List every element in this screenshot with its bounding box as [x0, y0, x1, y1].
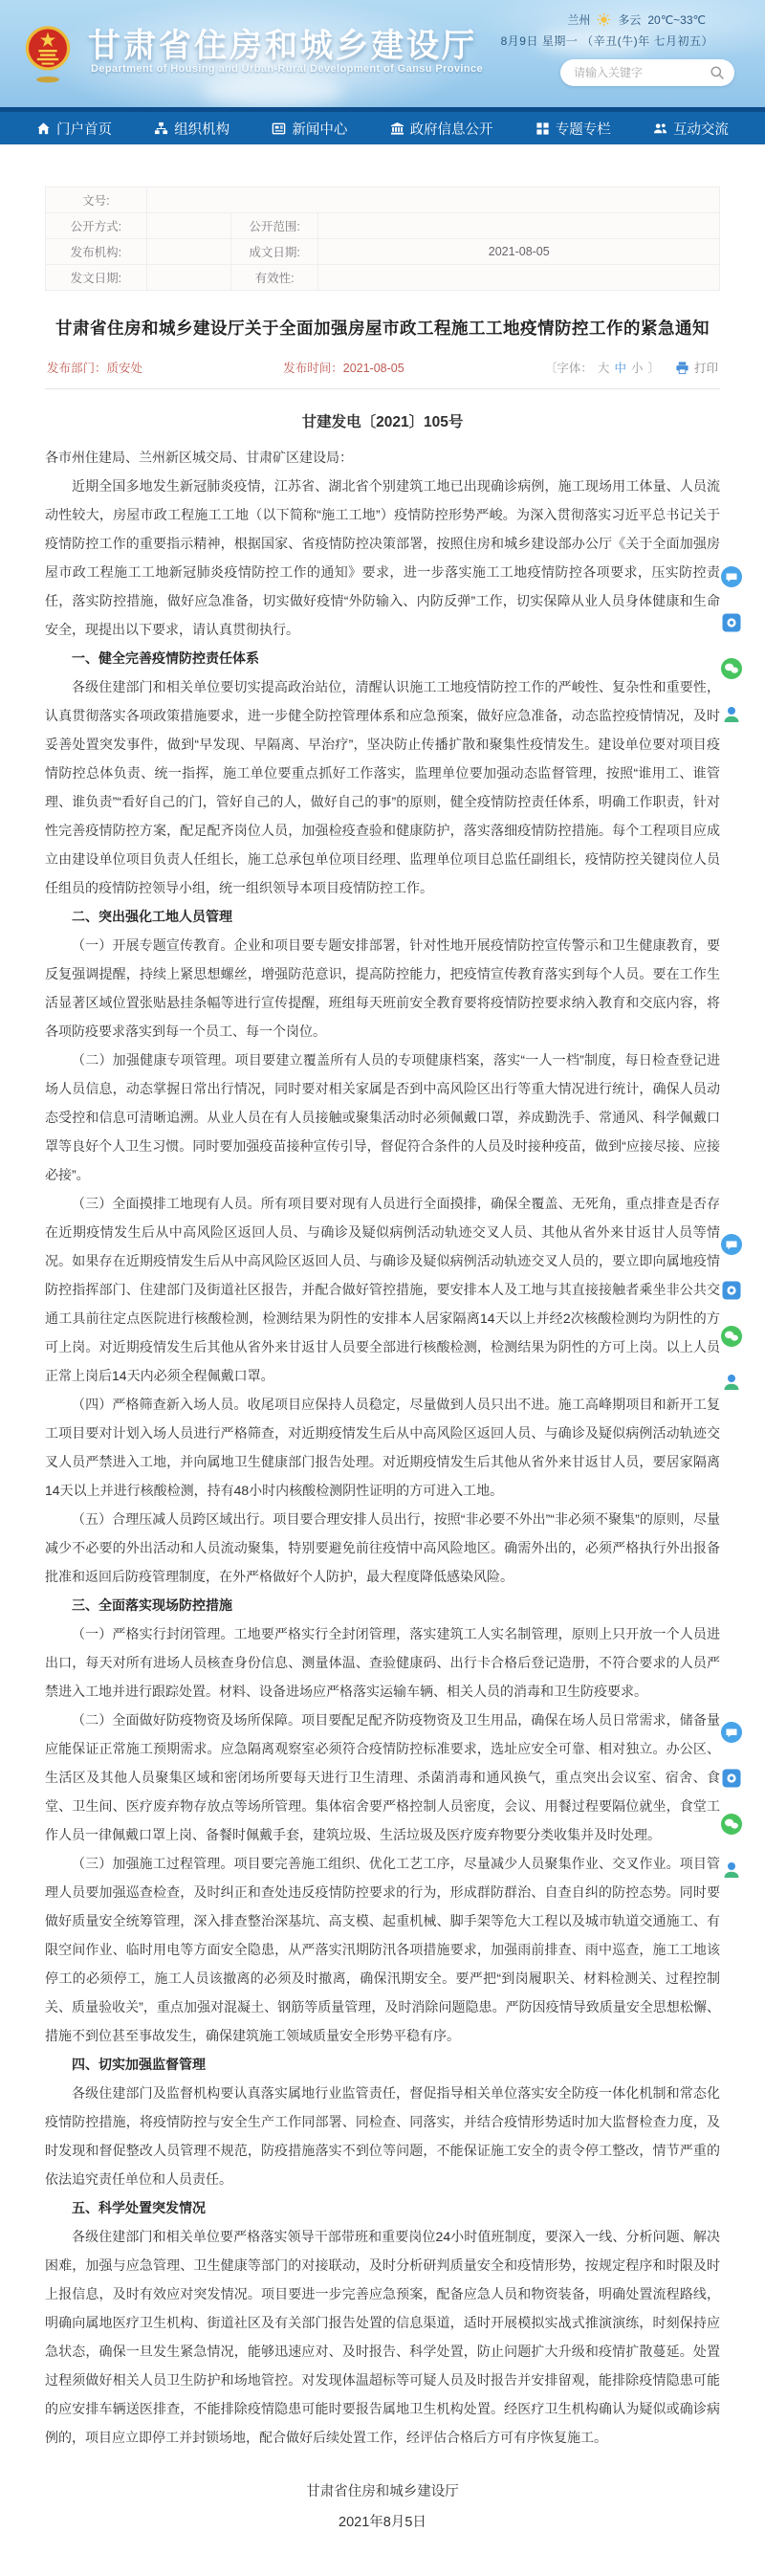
open-scope-label: 公开范围:: [230, 213, 318, 239]
article-paragraph: （一）严格实行封闭管理。工地要严格实行全封闭管理，落实建筑工人实名制管理，原则上只开放一个人员进出口，每天对所有进场人员核查身份信息、测量体温、查验健康码、出行卡合格后登记造册，不符合要求的人员严禁进入工地并进行跟踪处置。材料、设备进场应严格落实运输车辆、相关人员的消毒和卫生防疫要求。: [45, 1626, 720, 1699]
weather-temperature: 20℃~33℃: [647, 12, 706, 27]
signature-block: [45, 2477, 720, 2538]
home-icon: [36, 121, 51, 136]
article-paragraph: 各级住建部门和相关单位要切实提高政治站位，清醒认识施工工地疫情防控工作的严峻性、复杂性和重要性，认真贯彻落实各项政策措施要求，进一步健全防控管理体系和应急预案，做好应急准备，动态监控疫情情况，及时妥善处置突发事件，做到“早发现、早隔离、早治疗”，坚决防止传播扩散和聚集性疫情发生。建设单位要对项目疫情防控总体负责、统一指挥，施工单位要重点抓好工作落实，监理单位要加强动态监督管理，按照“谁用工、谁管理、谁负责”“看好自己的门，管好自己的人，做好自己的事”的原则，健全疫情防控责任体系，明确工作职责，针对性完善疫情防控方案，配足配齐岗位人员，加强检疫查验和健康防护，落实落细疫情防控措施。每个工程项目应成立由建设单位项目负责人任组长，施工总承包单位项目经理、监理单位项目总监任副组长，疫情防控关键岗位人员任组员的疫情防控领导小组，统一组织领导本项目疫情防控工作。: [45, 679, 720, 895]
open-scope-value: [318, 213, 720, 239]
article-paragraph: （三）全面摸排工地现有人员。所有项目要对现有人员进行全面摸排，确保全覆盖、无死角，重点排查是否存在近期疫情发生后从中高风险区返回人员、与确诊及疑似病例活动轨迹交叉人员、其他从省外来甘返甘人员等情况。如果存在近期疫情发生后从中高风险区返回人员、与确诊及疑似病例活动轨迹交叉人员的，要立即向属地疫情防控指挥部门、住建部门及街道社区报告，并配合做好管控措施，要安排本人及工地与其直接接触者乘坐非公共交通工具前往定点医院进行核酸检测，检测结果为阴性的安排本人居家隔离14天以上并经2次核酸检测均为阴性的方可上岗。对近期疫情发生后其他从省外来甘返甘人员要全部进行核酸检测，检测结果为阴性的方可上岗。以上人员正常上岗后14天内必须全程佩戴口罩。: [45, 1196, 720, 1383]
china-national-emblem-icon: [25, 17, 71, 90]
profile-share-icon[interactable]: [721, 1860, 742, 1881]
article-paragraph: 三、全面落实现场防控措施: [72, 1597, 232, 1613]
printer-icon: [675, 361, 689, 375]
doc-number-label: 文号:: [46, 187, 147, 213]
nav-item-label: 政府信息公开: [409, 121, 493, 138]
article-paragraph: （一）开展专题宣传教育。企业和项目要专题安排部署，针对性地开展疫情防控宣传警示和卫生健康教育，要反复强调提醒，持续上紧思想螺丝，增强防范意识，提高防控能力，把疫情宣传教育落实到每个人员。要在工作生活显著区域位置张贴悬挂条幅等进行宣传提醒，班组每天班前安全教育要将疫情防控要求纳入教育和交底内容，将各项防疫要求落实到每一个员工、每一个岗位。: [45, 937, 720, 1039]
open-mode-label: 公开方式:: [46, 213, 147, 239]
nav-item-interaction[interactable]: [653, 119, 729, 139]
article-paragraph: 近期全国多地发生新冠肺炎疫情，江苏省、湖北省个别建筑工地已出现确诊病例，施工现场用工体量、人员流动性较大，房屋市政工程施工工地（以下简称“施工工地”）疫情防控形势严峻。为深入贯彻落实习近平总书记关于疫情防控工作的重要指示精神，根据国家、省疫情防控决策部署，按照住房和城乡建设部办公厅《关于全面加强房屋市政工程施工工地新冠肺炎疫情防控工作的通知》要求，进一步落实施工工地疫情防控各项要求，压实防控责任，落实防控措施，做好应急准备，切实做好疫情“外防输入、内防反弹”工作，切实保障从业人员身体健康和生命安全，现提出以下要求，请认真贯彻执行。: [45, 478, 720, 637]
page-title: 甘肃省住房和城乡建设厅关于全面加强房屋市政工程施工工地疫情防控工作的紧急通知: [55, 319, 710, 338]
nav-item-label: 专题专栏: [555, 121, 611, 138]
interact-people-icon: [653, 121, 667, 136]
publish-time-label: 发布时间：: [283, 362, 343, 375]
validity-value: [318, 265, 720, 291]
org-icon: [154, 121, 168, 136]
wechat-share-icon[interactable]: [721, 1326, 742, 1347]
cloud-decoration: [201, 75, 344, 107]
document-number: 甘建发电〔2021〕105号: [301, 414, 464, 430]
article-body: [45, 443, 720, 2452]
weather-condition: 多云: [618, 13, 642, 27]
search-input[interactable]: [560, 59, 734, 86]
weibo-share-icon[interactable]: [721, 1768, 742, 1789]
main-nav: [0, 107, 765, 144]
sun-icon: [597, 12, 611, 27]
article-page: [45, 187, 720, 2576]
article-paragraph: （四）严格筛查新入场人员。收尾项目应保持人员稳定，尽量做到人员只出不进。施工高峰期项目和新开工复工项目要对计划入场人员进行严格筛查，对近期疫情发生后从中高风险区返回人员、与确诊及疑似病例活动轨迹交叉人员严禁进入工地，并向属地卫生健康部门报告处理。对近期疫情发生后其他从省外来甘返甘人员，要居家隔离14天以上并进行核酸检测，持有48小时内核酸检测阴性证明的方可进入工地。: [45, 1397, 720, 1498]
site-title: 甘肃省住房和城乡建设厅: [88, 28, 477, 64]
article-paragraph: （三）加强施工过程管理。项目要完善施工组织、优化工艺工序，尽量减少人员聚集作业、交叉作业。项目管理人员要加强巡查检查，及时纠正和查处违反疫情防控要求的行为，形成群防群治、自查自纠的防控态势。同时要做好质量安全统筹管理，深入排查整治深基坑、高支模、起重机械、脚手架等危大工程以及城市轨道交通施工、有限空间作业、临时用电等方面安全隐患，从严落实汛期防汛各项措施要求，加强雨前排查、雨中巡查，施工工地该停工的必须停工，施工人员该撤离的必须及时撤离，确保汛期安全。要严把“到岗履职关、材料检测关、过程控制关、质量验收关”，重点加强对混凝土、钢筋等质量管理，及时消除问题隐患。严防因疫情导致质量安全思想松懈、措施不到位甚至事故发生，确保建筑施工领域质量安全形势平稳有序。: [45, 1856, 720, 2043]
print-button-label: 打印: [693, 362, 718, 375]
document-meta-table: [45, 187, 720, 291]
signature-org: 甘肃省住房和城乡建设厅: [306, 2484, 459, 2499]
weather-city: 兰州: [567, 13, 591, 27]
weibo-share-icon[interactable]: [721, 1280, 742, 1301]
message-share-icon[interactable]: [721, 1722, 742, 1743]
written-date-value: 2021-08-05: [318, 239, 720, 265]
written-date-label: 成文日期:: [230, 239, 318, 265]
signature-date: 2021年8月5日: [339, 2515, 426, 2530]
nav-item-label: 互动交流: [672, 121, 729, 138]
topics-grid-icon: [536, 121, 550, 136]
wechat-share-icon[interactable]: [721, 1814, 742, 1835]
site-search: [560, 59, 734, 86]
font-size-medium-button[interactable]: 中: [614, 362, 626, 375]
site-title-english: Department of Housing and Urban-Rural Development of Gansu Province: [91, 63, 484, 75]
publish-department-value: 质安处: [106, 362, 143, 375]
table-row: [46, 239, 720, 265]
article-paragraph: （二）全面做好防疫物资及场所保障。项目要配足配齐防疫物资及卫生用品，确保在场人员日常需求，储备量应能保证正常施工预期需求。应急隔离观察室必须符合疫情防控标准要求，选址应安全可靠、相对独立。办公区、生活区及其他人员聚集区域和密闭场所要每天进行卫生清理、杀菌消毒和通风换气，重点突出会议室、宿舍、食堂、卫生间、医疗废弃物存放点等场所管理。集体宿舍要严格控制人员密度，会议、用餐过程要隔位就坐，食堂工作人员一律佩戴口罩上岗、备餐时佩戴手套，建筑垃圾、生活垃圾及医疗废弃物要分类收集并及时处理。: [45, 1712, 720, 1842]
nav-item-home[interactable]: [36, 119, 112, 139]
issue-date-value: [146, 265, 230, 291]
article-paragraphs: [45, 472, 720, 2452]
publish-org-label: 发布机构:: [46, 239, 147, 265]
table-row: [46, 213, 720, 239]
site-banner: [0, 0, 765, 107]
floating-share-group: [721, 1234, 742, 1418]
gov-building-icon: [390, 121, 404, 136]
issue-date-label: 发文日期:: [46, 265, 147, 291]
weekday-text: 星期一: [541, 34, 579, 48]
publish-org-value: [146, 239, 230, 265]
news-icon: [272, 121, 286, 136]
nav-item-label: 新闻中心: [292, 121, 348, 138]
table-row: [46, 265, 720, 291]
article-paragraph: （二）加强健康专项管理。项目要建立覆盖所有人员的专项健康档案，落实“一人一档”制度，每日检查登记进场人员信息，动态掌握日常出行情况，同时要对相关家属是否到中高风险区出行等重大情况进行统计，确保人员动态受控和信息可清晰追溯。从业人员在有人员接触或聚集活动时必须佩戴口罩，养成勤洗手、常通风、科学佩戴口罩等良好个人卫生习惯。同时要加强疫苗接种宣传引导，督促符合条件的人员及时接种疫苗，做到“应接尽接、应接必接”。: [45, 1052, 720, 1182]
article-paragraph: 四、切实加强监督管理: [72, 2057, 206, 2072]
floating-share-group: [721, 566, 742, 750]
wechat-share-icon[interactable]: [721, 658, 742, 679]
search-icon[interactable]: [710, 65, 725, 80]
article-paragraph: 各级住建部门及监督机构要认真落实属地行业监管责任，督促指导相关单位落实安全防疫一体化机制和常态化疫情防控措施，将疫情防控与安全生产工作同部署、同检查、同落实，并结合疫情形势适时加大监督检查力度，及时发现和督促整改人员管理不规范，防疫措施落实不到位等问题，不能保证施工安全的责令停工整改，情节严重的依法追究责任单位和人员责任。: [45, 2085, 720, 2187]
weibo-share-icon[interactable]: [721, 612, 742, 633]
nav-item-organization[interactable]: [154, 119, 230, 139]
font-size-control: [545, 359, 660, 376]
article-paragraph: 一、健全完善疫情防控责任体系: [72, 650, 259, 666]
message-share-icon[interactable]: [721, 566, 742, 587]
publish-time: [283, 359, 404, 376]
message-share-icon[interactable]: [721, 1234, 742, 1255]
font-size-small-button[interactable]: 小: [630, 362, 644, 375]
font-size-large-button[interactable]: 大: [597, 362, 610, 375]
article-salutation: 各市州住建局、兰州新区城交局、甘肃矿区建设局：: [45, 450, 353, 465]
article-paragraph: 二、突出强化工地人员管理: [72, 909, 232, 924]
nav-item-gov-info[interactable]: [390, 119, 493, 139]
date-text: 8月9日: [500, 34, 538, 48]
profile-share-icon[interactable]: [721, 704, 742, 725]
publish-department-label: 发布部门：: [47, 362, 107, 375]
profile-share-icon[interactable]: [721, 1372, 742, 1393]
print-button[interactable]: [675, 359, 718, 376]
publish-department: [47, 359, 142, 376]
validity-label: 有效性:: [230, 265, 318, 291]
article-meta-row: [45, 357, 720, 389]
font-size-prefix: 〔字体：: [544, 362, 593, 375]
nav-item-news[interactable]: [272, 119, 347, 139]
doc-number-value: [146, 187, 719, 213]
date-info: [501, 33, 713, 49]
publish-time-value: 2021-08-05: [342, 362, 404, 375]
nav-item-label: 门户首页: [56, 121, 112, 138]
font-size-suffix: 〕: [647, 362, 660, 375]
floating-share-group: [721, 1722, 742, 1905]
open-mode-value: [146, 213, 230, 239]
article-paragraph: 五、科学处置突发情况: [72, 2200, 206, 2215]
lunar-date-text: （辛丑(牛)年 七月初五）: [581, 34, 713, 48]
nav-item-topics[interactable]: [536, 119, 611, 139]
weather-info: [567, 11, 706, 28]
table-row: [46, 187, 720, 213]
article-paragraph: 各级住建部门和相关单位要严格落实领导干部带班和重要岗位24小时值班制度，要深入一线、分析问题、解决困难，加强与应急管理、卫生健康等部门的对接联动，及时分析研判质量安全和疫情形势，按规定程序和时限及时上报信息，及时有效应对突发情况。项目要进一步完善应急预案，配备应急人员和物资装备，明确处置流程路线，明确向属地医疗卫生机构、街道社区及有关部门报告处置的信息渠道，适时开展模拟实战式推演演练，时刻保持应急状态，确保一旦发生紧急情况，能够迅速应对、及时报告、科学处置，防止问题扩大升级和疫情扩散蔓延。处置过程须做好相关人员卫生防护和场地管控。对发现体温超标等可疑人员及时报告并安排留观，能排除疫情隐患可能的应安排车辆送医排查，不能排除疫情隐患可能时要报告属地卫生机构处置。经医疗卫生机构确认为疑似或确诊病例的，项目应立即停工并封锁场地，配合做好后续处置工作，经评估合格后方可有序恢复施工。: [45, 2229, 720, 2445]
nav-item-label: 组织机构: [174, 121, 230, 138]
article-paragraph: （五）合理压减人员跨区域出行。项目要合理安排人员出行，按照“非必要不外出”“非必须不聚集”的原则，尽量减少不必要的外出活动和人员流动聚集，特别要避免前往疫情中高风险地区。确需外出的，必须严格执行外出报备批准和返回后防疫管理制度，在外严格做好个人防护，最大程度降低感染风险。: [45, 1511, 720, 1584]
